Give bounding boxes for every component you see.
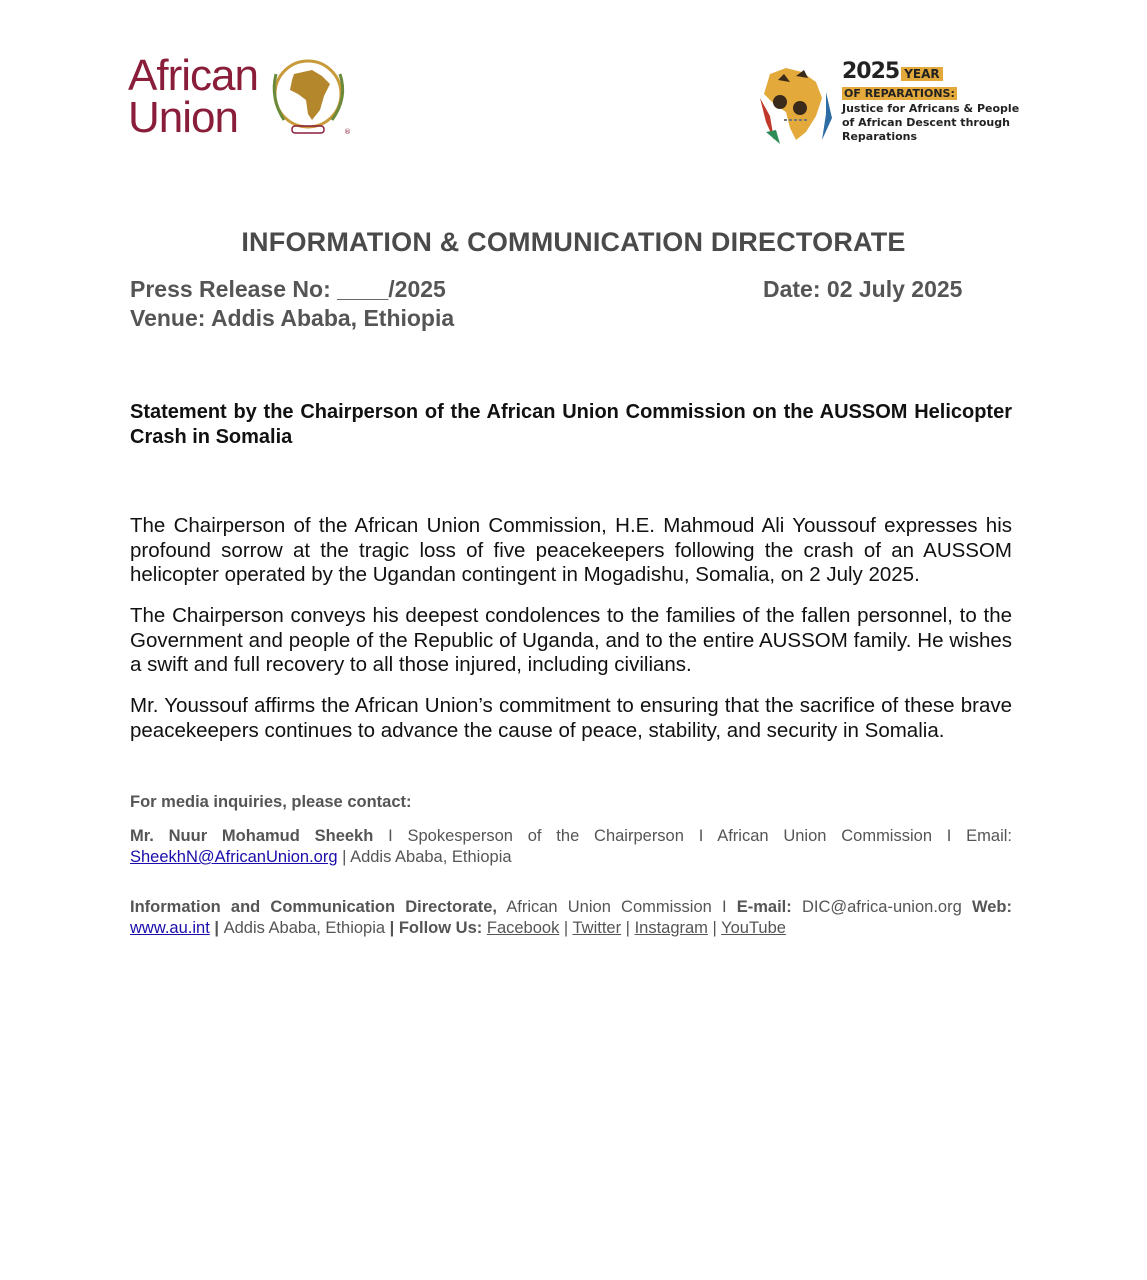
directorate-org: African Union Commission [496, 898, 722, 916]
reparations-year: 2025 [842, 59, 900, 84]
web-label: Web: [971, 898, 1012, 916]
separator: I [373, 827, 408, 845]
body-paragraph: The Chairperson of the African Union Commission, H.E. Mahmoud Ali Youssouf expresses his profound sorrow at the tragic loss of five peacekeepers following the crash of an AUSSOM helicopter operated by the Ugandan contingent in Mogadishu, Somalia, on 2 July 2025. [130, 514, 1012, 586]
separator: I [932, 827, 967, 845]
venue: Venue: Addis Ababa, Ethiopia [130, 305, 455, 331]
body-paragraph: The Chairperson conveys his deepest condolences to the families of the fallen personnel, to the Government and people of the Republic of Uganda, and to the entire AUSSOM family. He wishes a swift and full recovery to all those injured, including civilians. [130, 604, 1012, 676]
follow-us-label: | Follow Us: [385, 919, 483, 937]
twitter-link[interactable]: Twitter [572, 919, 622, 937]
instagram-link[interactable]: Instagram [634, 919, 708, 937]
body-paragraph: Mr. Youssouf affirms the African Union’s commitment to ensuring that the sacrifice of these brave peacekeepers continues to advance the cause of peace, stability, and security in Somalia. [130, 694, 1012, 742]
directorate-email-label: E-mail: [726, 898, 792, 916]
au-logo-word-union: Union [128, 93, 238, 142]
media-inquiries-heading: For media inquiries, please contact: [130, 793, 412, 811]
spokesperson-org: African Union Commission [717, 827, 932, 845]
spokesperson-role: Spokesperson of the Chairperson [407, 827, 684, 845]
directorate-heading: INFORMATION & COMMUNICATION DIRECTORATE [241, 227, 906, 257]
directorate-contact: Information and Communication Directorate, African Union Commission I E-mail: DIC@africa-union.org Web: www.au.int | Addis Ababa, Ethiopia | Follow Us: Facebook | Twitter | Instagram | YouTube [130, 898, 1012, 937]
pipe-separator: | [209, 919, 224, 937]
press-release-number: Press Release No: ____/2025 [130, 276, 446, 302]
release-date: Date: 02 July 2025 [763, 276, 963, 302]
website-link[interactable]: www.au.int [130, 919, 210, 937]
reparations-year-word: YEAR [901, 67, 942, 81]
au-logo-word-african: African [128, 51, 258, 100]
directorate-email: DIC@africa-union.org [791, 898, 962, 916]
statement-title: Statement by the Chairperson of the African Union Commission on the AUSSOM Helicopter Crash in Somalia [130, 401, 1012, 448]
facebook-link[interactable]: Facebook [486, 919, 560, 937]
african-union-logo [128, 48, 368, 144]
contact-location: | Addis Ababa, Ethiopia [337, 848, 512, 866]
spokesperson-name: Mr. Nuur Mohamud Sheekh [130, 827, 374, 845]
reparations-tagline: Justice for Africans & People of African Descent through Reparations [842, 102, 1020, 143]
year-of-reparations-logo [756, 60, 1026, 152]
email-label: Email: [966, 827, 1013, 845]
africa-map-emblem-icon [264, 54, 356, 140]
directorate-location: Addis Ababa, Ethiopia [223, 919, 386, 937]
spokesperson-contact [130, 826, 1012, 868]
spokesperson-email-link[interactable]: SheekhN@AfricanUnion.org [130, 848, 338, 866]
directorate-name: Information and Communication Directorate, [130, 898, 497, 916]
separator: I [683, 827, 718, 845]
svg-text:®: ® [344, 128, 351, 136]
youtube-link[interactable]: YouTube [721, 919, 786, 937]
separator: I [721, 898, 727, 916]
reparations-subtitle: OF REPARATIONS: [844, 87, 955, 100]
reparations-emblem-icon [756, 62, 836, 146]
